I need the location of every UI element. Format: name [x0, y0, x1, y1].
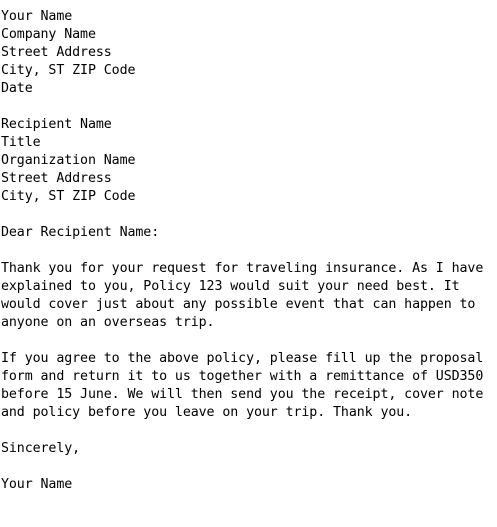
sender-address-block [1, 8, 495, 98]
sender-company: Company Name [1, 27, 96, 42]
recipient-city: City, ST ZIP Code [1, 189, 136, 204]
body-paragraph-2 [1, 350, 495, 422]
spacer [1, 422, 495, 440]
letter-date: Date [1, 81, 33, 96]
paragraph-line: before 15 June. We will then send you the receipt, cover note [1, 387, 484, 402]
spacer [1, 458, 495, 476]
paragraph-line: If you agree to the above policy, please fill up the proposal [1, 351, 484, 366]
recipient-street: Street Address [1, 171, 112, 186]
sender-street: Street Address [1, 45, 112, 60]
body-paragraph-1 [1, 260, 495, 332]
spacer [1, 206, 495, 224]
paragraph-line: would cover just about any possible event that can happen to [1, 297, 476, 312]
spacer [1, 242, 495, 260]
recipient-address-block [1, 116, 495, 206]
salutation: Dear Recipient Name: [1, 225, 160, 240]
sender-city: City, ST ZIP Code [1, 63, 136, 78]
paragraph-line: anyone on an overseas trip. [1, 315, 215, 330]
letter-document [1, 8, 495, 494]
spacer [1, 98, 495, 116]
paragraph-line: and policy before you leave on your trip. Thank you. [1, 405, 413, 420]
recipient-organization: Organization Name [1, 153, 136, 168]
closing: Sincerely, [1, 441, 81, 456]
sender-name: Your Name [1, 9, 73, 24]
signature: Your Name [1, 477, 73, 492]
paragraph-line: form and return it to us together with a remittance of USD350 [1, 369, 484, 384]
recipient-title: Title [1, 135, 41, 150]
recipient-name: Recipient Name [1, 117, 112, 132]
paragraph-line: Thank you for your request for traveling insurance. As I have [1, 261, 484, 276]
paragraph-line: explained to you, Policy 123 would suit your need best. It [1, 279, 460, 294]
spacer [1, 332, 495, 350]
